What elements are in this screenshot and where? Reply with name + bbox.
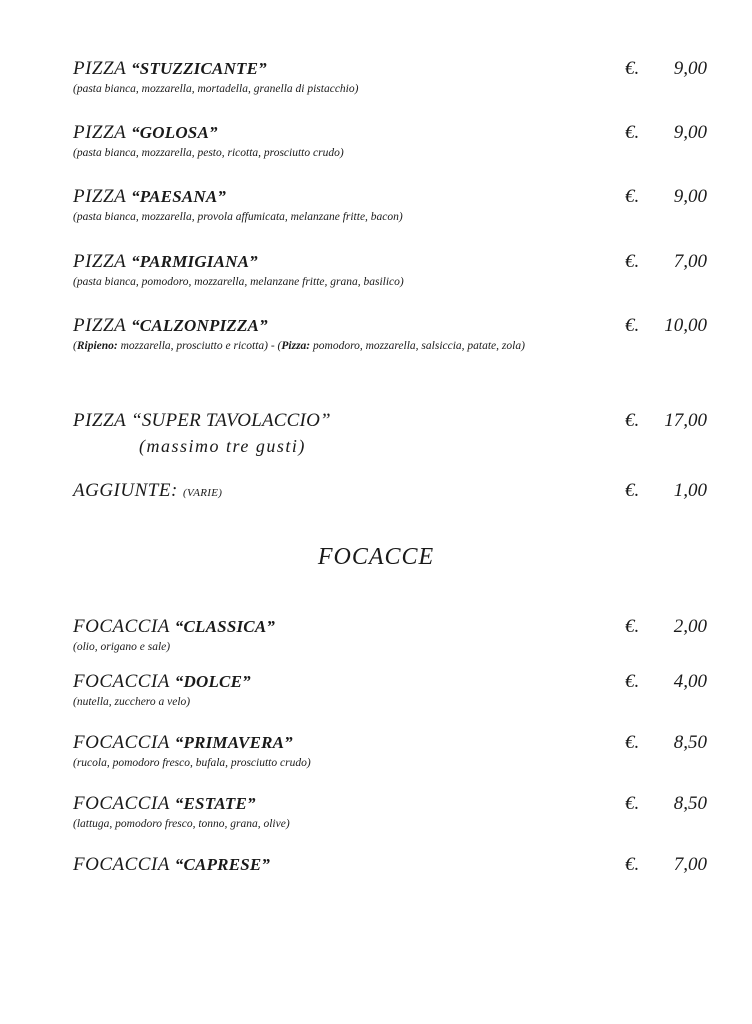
- item-price: 17,00: [664, 410, 707, 431]
- menu-item-focaccia-caprese: [73, 854, 713, 878]
- menu-item-focaccia-classica: [73, 616, 713, 653]
- item-description: (lattuga, pomodoro fresco, tonno, grana, olive): [73, 818, 290, 830]
- item-name: PIZZA “SUPER TAVOLACCIO”: [73, 410, 331, 431]
- item-price: 1,00: [673, 480, 707, 501]
- item-name: AGGIUNTE: (VARIE): [73, 480, 223, 501]
- currency-symbol: €.: [625, 616, 640, 637]
- item-price: 4,00: [673, 671, 707, 692]
- item-description: (pasta bianca, mozzarella, provola affumicata, melanzane fritte, bacon): [73, 211, 403, 223]
- item-name: PIZZA “STUZZICANTE”: [73, 58, 267, 79]
- item-name: PIZZA “GOLOSA”: [73, 122, 218, 143]
- currency-symbol: €.: [625, 671, 640, 692]
- currency-symbol: €.: [625, 410, 640, 431]
- item-name: FOCACCIA “CAPRESE”: [73, 854, 271, 875]
- item-price: 8,50: [673, 793, 707, 814]
- currency-symbol: €.: [625, 732, 640, 753]
- item-description: (pasta bianca, mozzarella, pesto, ricotta, prosciutto crudo): [73, 147, 344, 159]
- item-name: PIZZA “PAESANA”: [73, 186, 227, 207]
- item-description: (pasta bianca, mozzarella, mortadella, granella di pistacchio): [73, 83, 359, 95]
- currency-symbol: €.: [625, 58, 640, 79]
- item-description: (pasta bianca, pomodoro, mozzarella, melanzane fritte, grana, basilico): [73, 276, 404, 288]
- menu-item-aggiunte: [73, 480, 713, 504]
- currency-symbol: €.: [625, 480, 640, 501]
- item-price: 7,00: [673, 854, 707, 875]
- currency-symbol: €.: [625, 122, 640, 143]
- menu-item-focaccia-estate: [73, 793, 713, 830]
- item-name: FOCACCIA “DOLCE”: [73, 671, 251, 692]
- item-price: 9,00: [673, 122, 707, 143]
- item-name: FOCACCIA “CLASSICA”: [73, 616, 276, 637]
- item-note: (massimo tre gusti): [139, 436, 306, 456]
- item-price: 8,50: [673, 732, 707, 753]
- item-price: 2,00: [673, 616, 707, 637]
- item-name: FOCACCIA “PRIMAVERA”: [73, 732, 293, 753]
- item-price: 9,00: [673, 186, 707, 207]
- currency-symbol: €.: [625, 854, 640, 875]
- menu-item-pizza-calzonpizza: [73, 315, 713, 352]
- item-description: (Ripieno: mozzarella, prosciutto e ricotta) - (Pizza: pomodoro, mozzarella, salsiccia, patate, zola): [73, 340, 525, 352]
- currency-symbol: €.: [625, 315, 640, 336]
- menu-item-pizza-paesana: [73, 186, 713, 223]
- currency-symbol: €.: [625, 186, 640, 207]
- item-description: (rucola, pomodoro fresco, bufala, prosciutto crudo): [73, 757, 311, 769]
- item-price: 9,00: [673, 58, 707, 79]
- currency-symbol: €.: [625, 793, 640, 814]
- item-name: FOCACCIA “ESTATE”: [73, 793, 256, 814]
- menu-item-focaccia-primavera: [73, 732, 713, 769]
- menu-item-pizza-golosa: [73, 122, 713, 159]
- item-price: 10,00: [664, 315, 707, 336]
- menu-item-pizza-parmigiana: [73, 251, 713, 288]
- item-price: 7,00: [673, 251, 707, 272]
- menu-item-focaccia-dolce: [73, 671, 713, 708]
- menu-item-pizza-stuzzicante: [73, 58, 713, 95]
- item-name: PIZZA “CALZONPIZZA”: [73, 315, 268, 336]
- section-title-focacce: FOCACCE: [317, 544, 435, 570]
- currency-symbol: €.: [625, 251, 640, 272]
- item-description: (nutella, zucchero a velo): [73, 696, 191, 708]
- item-name: PIZZA “PARMIGIANA”: [73, 251, 258, 272]
- item-description: (olio, origano e sale): [73, 641, 171, 653]
- menu-item-pizza-super-tavolaccio: [73, 410, 713, 457]
